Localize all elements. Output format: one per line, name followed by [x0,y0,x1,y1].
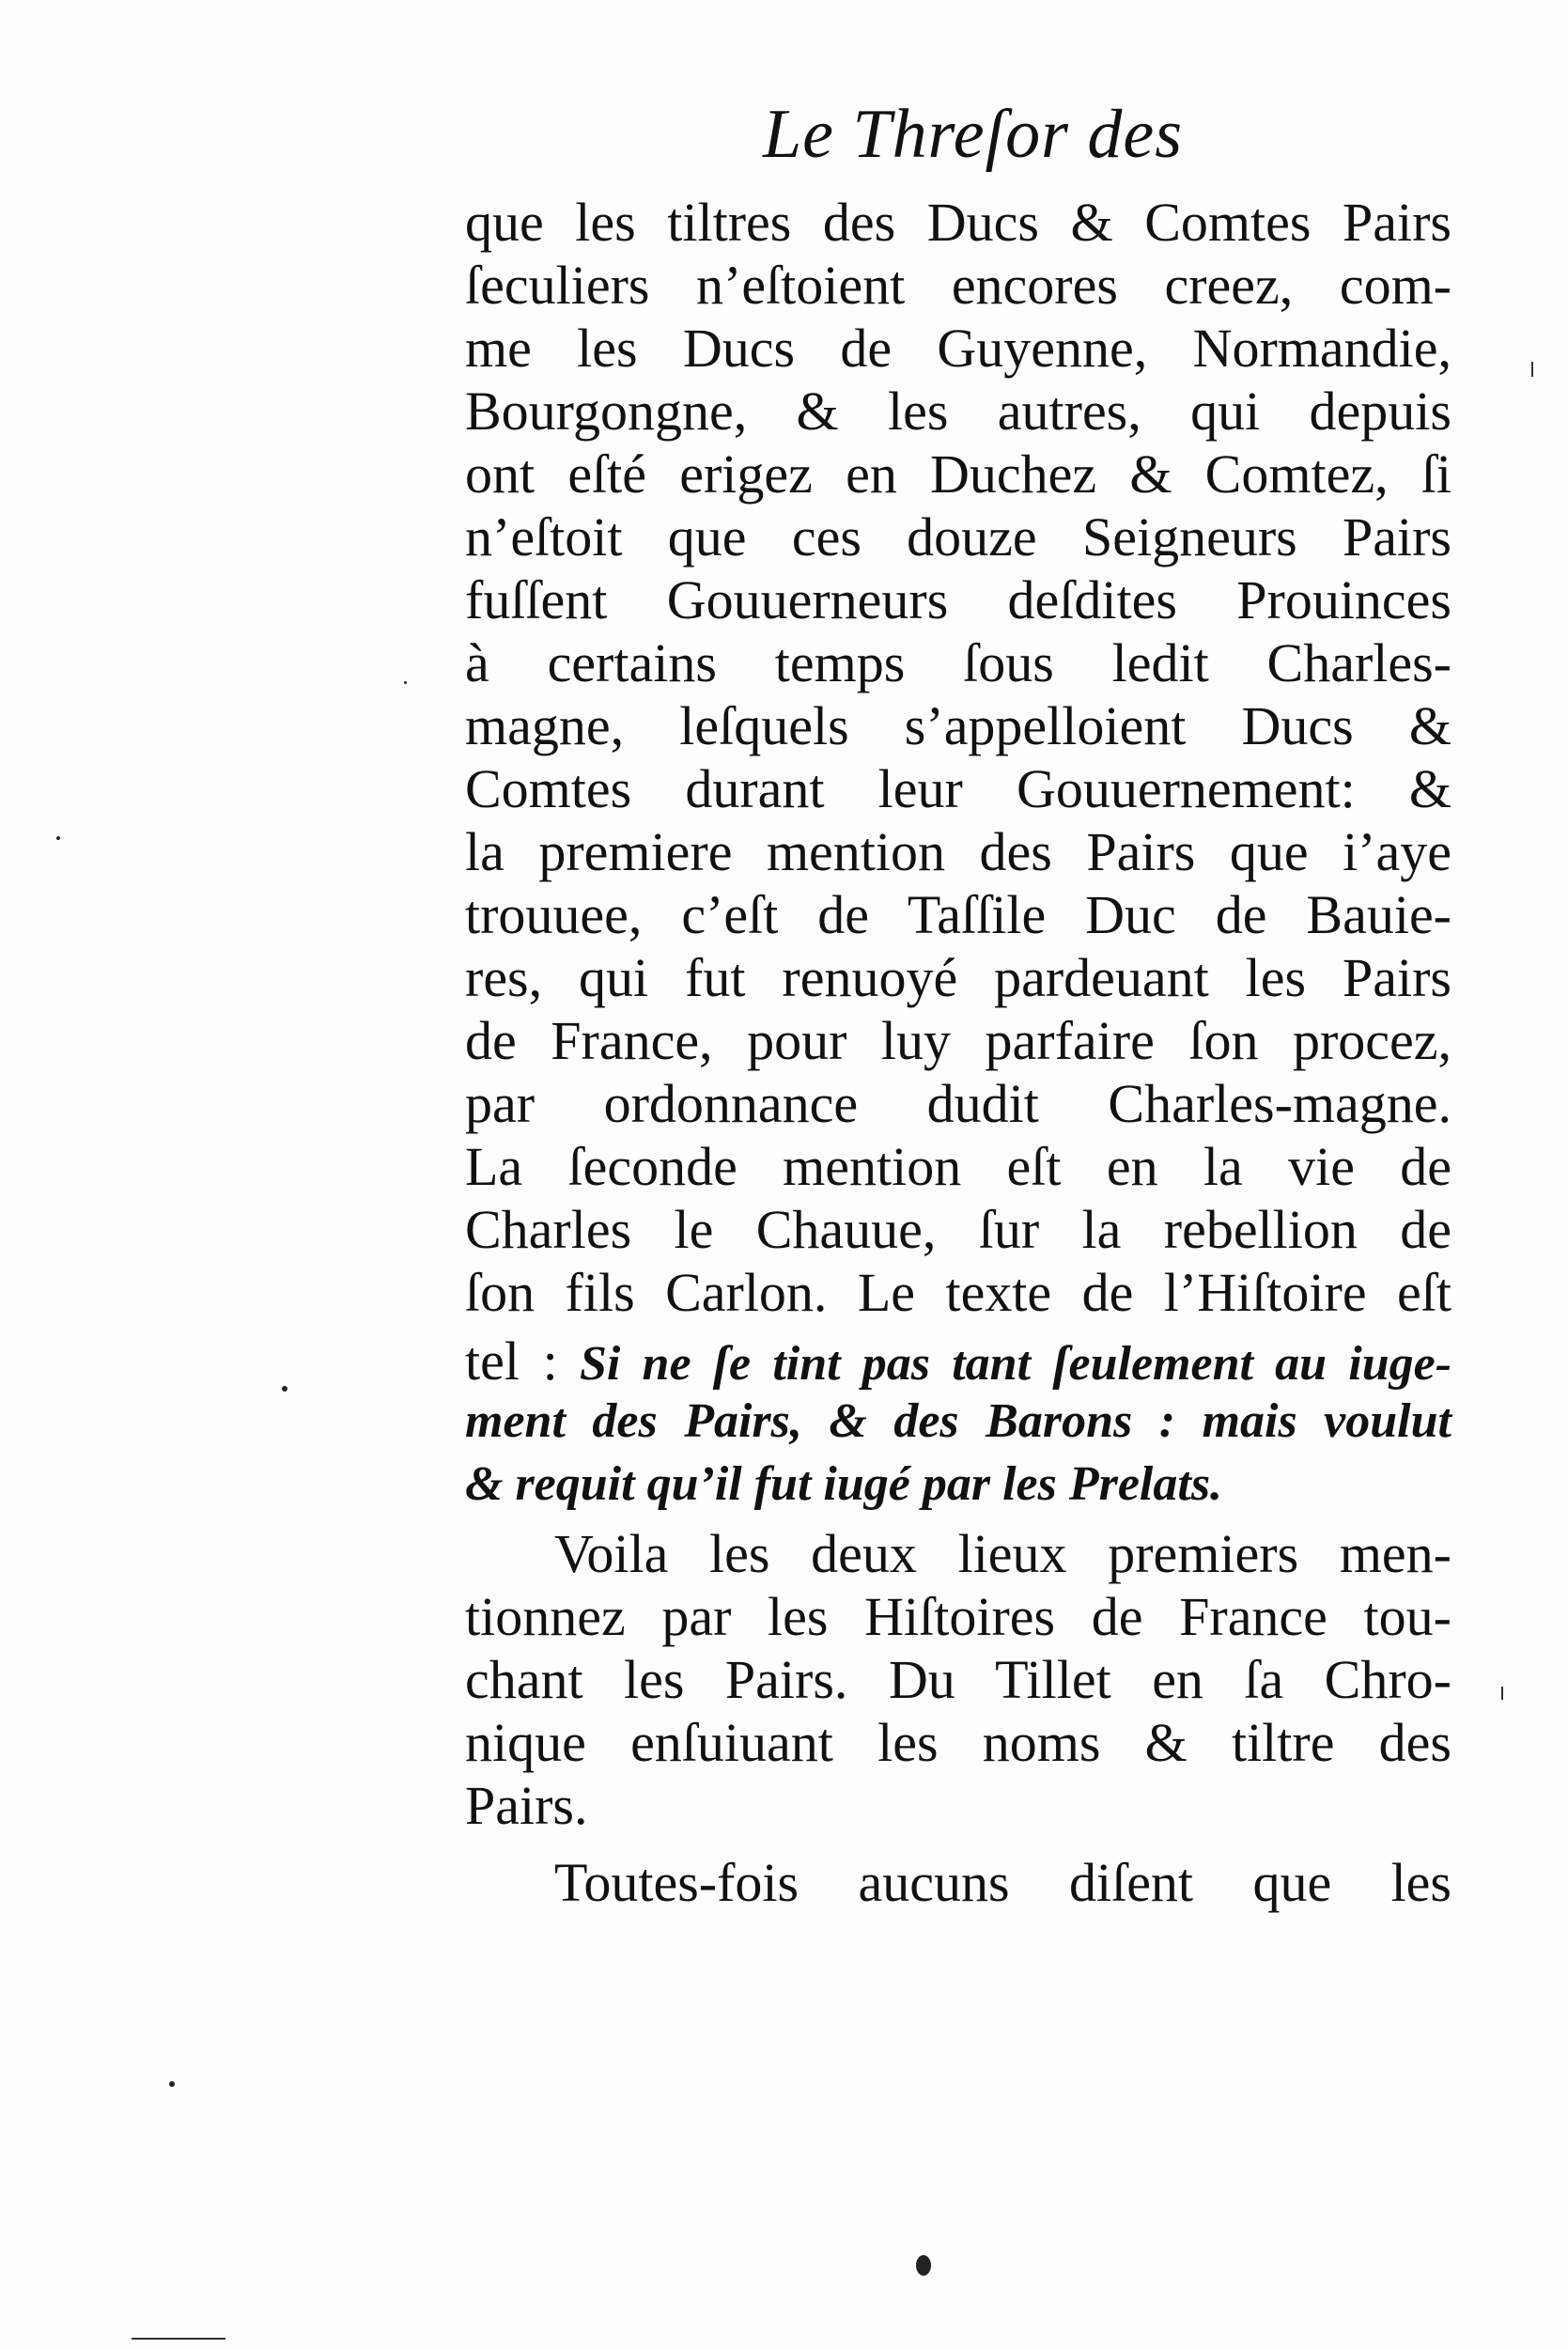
ink-speck [404,681,407,684]
text-line: Comtes durant leur Gouuernement: & [465,758,1452,819]
text-line: n’eſtoit que ces douze Seigneurs Pairs [465,506,1452,568]
running-head: Le Threſor des [763,96,1184,173]
quote-line: & requit qu’il fut iugé par les Prelats. [465,1457,1223,1511]
quote-lead: tel : [465,1330,558,1392]
text-line: Toutes-fois aucuns diſent que les [554,1852,1452,1913]
text-line: Bourgongne, & les autres, qui depuis [465,381,1452,442]
text-line: trouuee, c’eſt de Taſſile Duc de Bauie- [465,884,1452,945]
text-line: Charles le Chauue, ſur la rebellion de [465,1199,1452,1260]
text-line: chant les Pairs. Du Tillet en ſa Chro- [465,1649,1452,1710]
text-line: de France, pour luy parfaire ſon procez, [465,1010,1452,1071]
text-line: ont eſté erigez en Duchez & Comtez, ſi [465,443,1452,505]
edge-mark [1531,362,1533,377]
text-line: par ordonnance dudit Charles-magne. [465,1073,1452,1134]
text-line: res, qui fut renuoyé pardeuant les Pairs [465,947,1452,1008]
text-line: ſeculiers n’eſtoient encores creez, com- [465,255,1452,316]
text-line: fuſſent Gouuerneurs deſdites Prouinces [465,569,1452,630]
text-line: La ſeconde mention eſt en la vie de [465,1136,1452,1197]
edge-mark [132,2338,225,2340]
ink-speck [916,2255,931,2276]
text-line: Voila les deux lieux premiers men- [554,1523,1452,1584]
text-line: la premiere mention des Pairs que i’aye [465,821,1452,882]
text-line: tionnez par les Hiſtoires de France tou- [465,1586,1452,1647]
text-line: que les tiltres des Ducs & Comtes Pairs [465,192,1452,253]
ink-speck [169,2081,175,2087]
ink-speck [56,836,60,840]
text-line: Pairs. [465,1775,588,1836]
ink-speck [282,1386,287,1392]
text-line: à certains temps ſous ledit Charles- [465,632,1452,693]
edge-mark [1501,1687,1503,1700]
text-line: ſon fils Carlon. Le texte de l’Hiſtoire eſt [465,1262,1452,1323]
text-line: me les Ducs de Guyenne, Normandie, [465,318,1452,379]
quote-line [465,1330,1452,1392]
text-line: magne, leſquels s’appelloient Ducs & [465,695,1452,756]
quote-line: ment des Pairs, & des Barons : mais voulut [465,1394,1452,1448]
text-line: nique enſuiuant les noms & tiltre des [465,1712,1452,1773]
quote-text: Si ne ſe tint pas tant ſeulement au iuge- [579,1337,1452,1391]
